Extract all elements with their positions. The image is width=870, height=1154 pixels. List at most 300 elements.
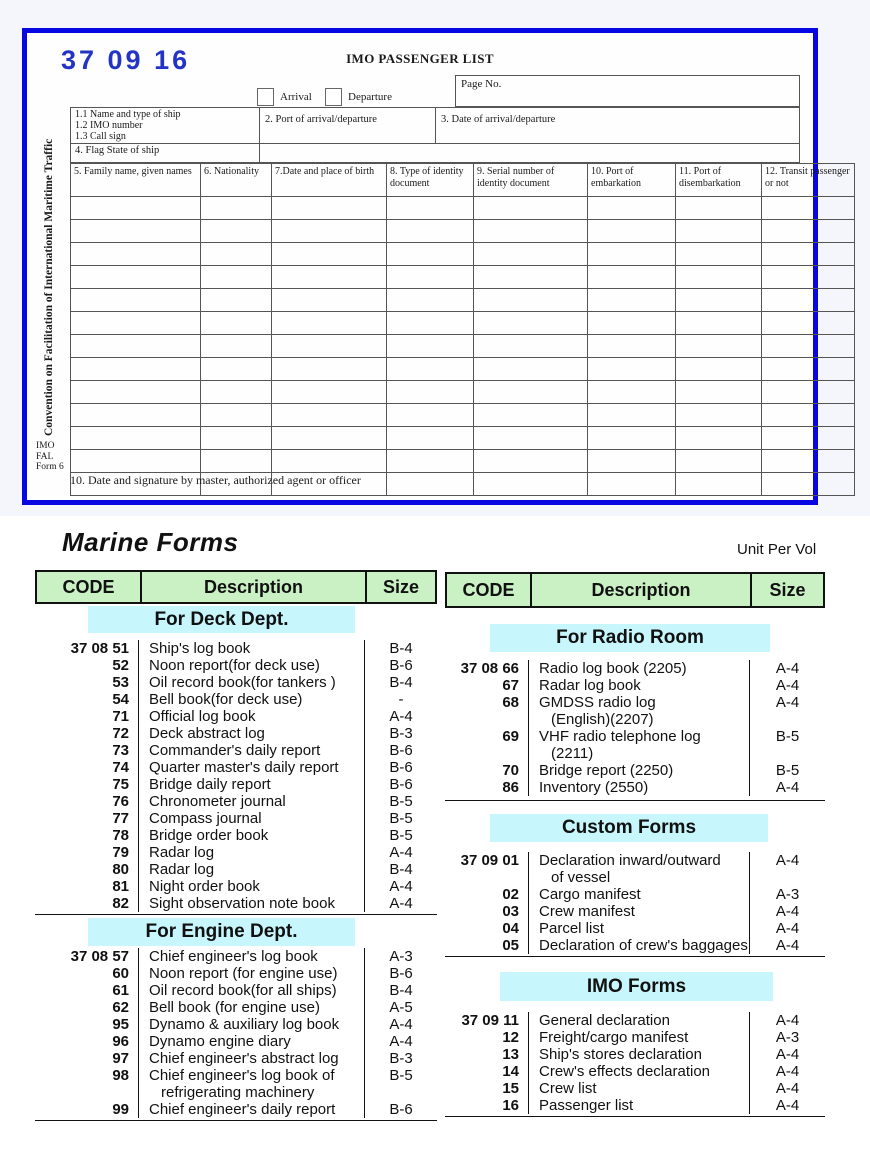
passenger-cell <box>676 335 762 358</box>
field-ship-identity <box>71 108 260 143</box>
page-no-label: Page No. <box>461 78 502 90</box>
passenger-cell <box>71 220 201 243</box>
catalog-row <box>35 1033 437 1050</box>
size-column-header: Size <box>382 576 420 597</box>
row-description: Ship's log book <box>138 640 365 657</box>
passenger-cell <box>272 404 387 427</box>
form-row-ship <box>70 107 800 143</box>
passenger-cell <box>588 220 676 243</box>
row-description: Radar log book <box>528 677 750 694</box>
row-code: 97 <box>112 1050 129 1067</box>
row-code: 70 <box>502 762 519 779</box>
passenger-cell <box>71 427 201 450</box>
passenger-row <box>71 404 855 427</box>
row-size: B-6 <box>389 742 413 759</box>
passenger-cell <box>272 289 387 312</box>
code-column-header: CODE <box>462 579 515 600</box>
passenger-row <box>71 312 855 335</box>
row-description: Chief engineer's daily report <box>138 1101 365 1118</box>
passenger-row <box>71 381 855 404</box>
section-divider <box>35 914 437 915</box>
catalog-row <box>445 728 825 762</box>
size-column-header: Size <box>769 579 806 600</box>
catalog-row <box>445 920 825 937</box>
row-description: Bridge daily report <box>138 776 365 793</box>
row-code: 74 <box>112 759 129 776</box>
row-description: Oil record book(for tankers ) <box>138 674 365 691</box>
passenger-cell <box>201 312 272 335</box>
passenger-cell <box>588 404 676 427</box>
row-description: Oil record book(for all ships) <box>138 982 365 999</box>
passenger-cell <box>588 450 676 473</box>
passenger-column-header: 5. Family name, given names <box>71 164 201 197</box>
row-code: 78 <box>112 827 129 844</box>
field-line: 1.3 Call sign <box>75 131 126 142</box>
passenger-cell <box>474 450 588 473</box>
row-size: B-6 <box>389 759 413 776</box>
arrival-checkbox <box>257 88 274 106</box>
section-header-imo-forms: IMO Forms <box>500 972 773 1001</box>
passenger-cell <box>387 450 474 473</box>
passenger-cell <box>201 289 272 312</box>
row-size: A-4 <box>775 903 800 920</box>
catalog-row <box>35 827 437 844</box>
passenger-cell <box>201 197 272 220</box>
passenger-cell <box>588 473 676 496</box>
engine-dept-rows <box>35 948 437 1118</box>
row-size: B-5 <box>775 728 800 745</box>
catalog-row <box>35 708 437 725</box>
passenger-cell <box>676 312 762 335</box>
passenger-row <box>71 450 855 473</box>
row-description: Dynamo & auxiliary log book <box>138 1016 365 1033</box>
passenger-cell <box>474 358 588 381</box>
passenger-table-body <box>71 197 855 496</box>
passenger-cell <box>474 427 588 450</box>
row-size: B-4 <box>389 674 413 691</box>
catalog-row <box>445 762 825 779</box>
passenger-cell <box>474 473 588 496</box>
passenger-cell <box>387 197 474 220</box>
passenger-cell <box>762 450 855 473</box>
row-size: A-5 <box>389 999 413 1016</box>
passenger-cell <box>387 243 474 266</box>
passenger-cell <box>71 450 201 473</box>
catalog-row <box>445 660 825 677</box>
passenger-cell <box>387 289 474 312</box>
passenger-cell <box>762 335 855 358</box>
row-code: 52 <box>112 657 129 674</box>
section-header-engine-dept: For Engine Dept. <box>88 918 355 946</box>
passenger-row <box>71 220 855 243</box>
row-code: 98 <box>112 1067 129 1084</box>
row-size: A-3 <box>775 1029 800 1046</box>
passenger-cell <box>201 381 272 404</box>
row-code: 60 <box>112 965 129 982</box>
row-size: A-4 <box>389 844 413 861</box>
imo-passenger-form <box>22 28 850 505</box>
passenger-table-head <box>71 164 855 197</box>
passenger-cell <box>387 312 474 335</box>
passenger-column-header: 7.Date and place of birth <box>272 164 387 197</box>
row-description: Chief engineer's log book <box>138 948 365 965</box>
catalog-row <box>35 759 437 776</box>
row-description: Chief engineer's log book of refrigerating machinery <box>138 1067 365 1101</box>
row-size: B-3 <box>389 725 413 742</box>
row-size: B-4 <box>389 640 413 657</box>
passenger-column-header: 9. Serial number of identity document <box>474 164 588 197</box>
passenger-cell <box>474 289 588 312</box>
catalog-row <box>445 779 825 796</box>
passenger-cell <box>676 289 762 312</box>
passenger-cell <box>588 358 676 381</box>
passenger-cell <box>474 243 588 266</box>
row-size: A-3 <box>775 886 800 903</box>
passenger-cell <box>762 358 855 381</box>
description-column-header: Description <box>140 572 367 602</box>
row-size: B-6 <box>389 657 413 674</box>
passenger-cell <box>201 266 272 289</box>
row-code: 69 <box>502 728 519 745</box>
page-no-box <box>455 75 800 107</box>
passenger-cell <box>762 197 855 220</box>
passenger-cell <box>474 197 588 220</box>
catalog-row <box>445 937 825 954</box>
row-description: Bell book (for engine use) <box>138 999 365 1016</box>
passenger-cell <box>272 220 387 243</box>
passenger-cell <box>588 243 676 266</box>
passenger-column-header: 12. Transit passenger or not <box>762 164 855 197</box>
passenger-cell <box>676 266 762 289</box>
section-divider <box>445 800 825 801</box>
row-description: Passenger list <box>528 1097 750 1114</box>
unit-per-vol-note: Unit Per Vol <box>737 541 817 558</box>
passenger-cell <box>201 404 272 427</box>
passenger-row <box>71 266 855 289</box>
row-size: A-4 <box>775 1012 800 1029</box>
form-ref-line: Form 6 <box>36 462 64 472</box>
passenger-cell <box>474 312 588 335</box>
row-size: A-4 <box>775 852 800 869</box>
row-code: 82 <box>112 895 129 912</box>
catalog-row <box>35 640 437 657</box>
catalog-row <box>445 1046 825 1063</box>
imo-forms-rows <box>445 1012 825 1114</box>
catalog-row <box>445 1012 825 1029</box>
catalog-row <box>35 1050 437 1067</box>
catalog-row <box>35 793 437 810</box>
passenger-column-header: 6. Nationality <box>201 164 272 197</box>
row-description: Bell book(for deck use) <box>138 691 365 708</box>
convention-side-text: Convention on Facilitation of International Maritime Traffic <box>43 138 55 436</box>
passenger-cell <box>762 220 855 243</box>
passenger-cell <box>272 381 387 404</box>
passenger-cell <box>387 220 474 243</box>
row-code: 37 09 01 <box>460 852 519 869</box>
passenger-cell <box>676 358 762 381</box>
catalog-row <box>35 742 437 759</box>
row-code: 73 <box>112 742 129 759</box>
row-code: 67 <box>502 677 519 694</box>
row-description: Noon report (for engine use) <box>138 965 365 982</box>
passenger-row <box>71 289 855 312</box>
row-description: Commander's daily report <box>138 742 365 759</box>
passenger-cell <box>387 335 474 358</box>
row-size: B-5 <box>389 793 413 810</box>
row-code: 12 <box>502 1029 519 1046</box>
row-code: 54 <box>112 691 129 708</box>
row-description: General declaration <box>528 1012 750 1029</box>
passenger-row <box>71 427 855 450</box>
catalog-row <box>35 1016 437 1033</box>
passenger-cell <box>676 220 762 243</box>
passenger-cell <box>272 427 387 450</box>
passenger-cell <box>588 266 676 289</box>
passenger-table <box>70 163 855 496</box>
row-code: 72 <box>112 725 129 742</box>
row-size: B-4 <box>389 861 413 878</box>
row-code: 62 <box>112 999 129 1016</box>
catalog-row <box>445 1080 825 1097</box>
section-divider <box>445 956 825 957</box>
passenger-cell <box>588 289 676 312</box>
passenger-cell <box>588 312 676 335</box>
row-description: Bridge report (2250) <box>528 762 750 779</box>
row-description: Ship's stores declaration <box>528 1046 750 1063</box>
row-description: Official log book <box>138 708 365 725</box>
code-column-header: CODE <box>62 576 115 597</box>
passenger-cell <box>588 427 676 450</box>
form-footer-note: 10. Date and signature by master, authorized agent or officer <box>70 473 361 487</box>
passenger-cell <box>71 335 201 358</box>
row-code: 61 <box>112 982 129 999</box>
field-date-arrival-departure: 3. Date of arrival/departure <box>441 114 556 125</box>
row-code: 37 09 11 <box>461 1012 519 1029</box>
catalog-row <box>35 810 437 827</box>
row-size: A-4 <box>389 1033 413 1050</box>
passenger-header-row <box>71 164 855 197</box>
form-reference <box>36 441 64 473</box>
catalog-row <box>35 691 437 708</box>
catalog-row <box>35 948 437 965</box>
row-code: 86 <box>502 779 519 796</box>
catalog-row <box>35 844 437 861</box>
passenger-row <box>71 335 855 358</box>
row-description: Compass journal <box>138 810 365 827</box>
passenger-cell <box>762 381 855 404</box>
passenger-cell <box>588 381 676 404</box>
catalog-row <box>445 1063 825 1080</box>
passenger-cell <box>676 473 762 496</box>
row-description: VHF radio telephone log (2211) <box>528 728 750 762</box>
row-size: A-4 <box>775 694 800 711</box>
row-code: 15 <box>502 1080 519 1097</box>
catalog-row <box>35 982 437 999</box>
passenger-cell <box>676 381 762 404</box>
passenger-cell <box>676 243 762 266</box>
passenger-column-header: 10. Port of embarkation <box>588 164 676 197</box>
row-description: Freight/cargo manifest <box>528 1029 750 1046</box>
row-size: B-3 <box>389 1050 413 1067</box>
section-header-deck-dept: For Deck Dept. <box>88 606 355 633</box>
row-code: 37 08 51 <box>70 640 129 657</box>
row-size: B-6 <box>389 776 413 793</box>
catalog-row <box>445 677 825 694</box>
row-size: A-4 <box>775 1097 800 1114</box>
row-description: Declaration inward/outward of vessel <box>528 852 750 886</box>
row-size: A-4 <box>775 677 800 694</box>
row-code: 37 08 66 <box>460 660 519 677</box>
row-code: 95 <box>112 1016 129 1033</box>
passenger-cell <box>387 473 474 496</box>
passenger-cell <box>272 450 387 473</box>
row-description: Declaration of crew's baggages <box>528 937 750 954</box>
passenger-cell <box>201 427 272 450</box>
arrival-label: Arrival <box>280 91 312 103</box>
passenger-cell <box>474 335 588 358</box>
passenger-cell <box>71 358 201 381</box>
row-size: A-4 <box>389 708 413 725</box>
row-description: Radio log book (2205) <box>528 660 750 677</box>
row-size: A-4 <box>775 1046 800 1063</box>
section-divider <box>35 1120 437 1121</box>
row-code: 53 <box>112 674 129 691</box>
row-description: Cargo manifest <box>528 886 750 903</box>
passenger-cell <box>387 404 474 427</box>
row-description: Radar log <box>138 844 365 861</box>
catalog-row <box>35 776 437 793</box>
custom-forms-rows <box>445 852 825 954</box>
row-code: 77 <box>112 810 129 827</box>
row-code: 71 <box>112 708 129 725</box>
passenger-cell <box>474 404 588 427</box>
row-description: Quarter master's daily report <box>138 759 365 776</box>
row-size: A-4 <box>775 1063 800 1080</box>
catalog-row <box>35 895 437 912</box>
passenger-cell <box>71 289 201 312</box>
catalog-row <box>445 903 825 920</box>
row-code: 03 <box>502 903 519 920</box>
row-size: A-4 <box>389 878 413 895</box>
passenger-cell <box>387 427 474 450</box>
passenger-cell <box>201 220 272 243</box>
row-code: 75 <box>112 776 129 793</box>
passenger-cell <box>474 266 588 289</box>
row-code: 16 <box>502 1097 519 1114</box>
form-row-flag <box>70 143 800 163</box>
passenger-cell <box>676 450 762 473</box>
passenger-cell <box>272 335 387 358</box>
passenger-cell <box>272 312 387 335</box>
section-header-radio-room: For Radio Room <box>490 624 770 652</box>
row-description: Noon report(for deck use) <box>138 657 365 674</box>
row-size: A-4 <box>389 1016 413 1033</box>
row-code: 05 <box>502 937 519 954</box>
form-code: 37 09 16 <box>61 45 191 75</box>
catalog-row <box>35 861 437 878</box>
row-description: Inventory (2550) <box>528 779 750 796</box>
row-description: Sight observation note book <box>138 895 365 912</box>
row-size: A-4 <box>389 895 413 912</box>
row-description: Parcel list <box>528 920 750 937</box>
passenger-cell <box>762 266 855 289</box>
section-header-custom-forms: Custom Forms <box>490 814 768 842</box>
row-description: Dynamo engine diary <box>138 1033 365 1050</box>
row-code: 96 <box>112 1033 129 1050</box>
passenger-cell <box>762 404 855 427</box>
form-ref-line: IMO <box>36 441 55 451</box>
passenger-cell <box>272 266 387 289</box>
passenger-cell <box>762 312 855 335</box>
passenger-cell <box>588 197 676 220</box>
right-table-header <box>445 572 825 608</box>
row-size: B-5 <box>389 1067 413 1084</box>
passenger-cell <box>71 243 201 266</box>
catalog-row <box>445 1097 825 1114</box>
row-size: B-5 <box>389 810 413 827</box>
passenger-cell <box>676 197 762 220</box>
passenger-cell <box>272 243 387 266</box>
passenger-cell <box>201 243 272 266</box>
catalog-row <box>35 657 437 674</box>
row-size: A-4 <box>775 660 800 677</box>
passenger-row <box>71 358 855 381</box>
row-description: Crew manifest <box>528 903 750 920</box>
passenger-row <box>71 243 855 266</box>
row-description: Chronometer journal <box>138 793 365 810</box>
passenger-cell <box>201 358 272 381</box>
catalog-title: Marine Forms <box>62 527 239 557</box>
row-code: 99 <box>112 1101 129 1118</box>
passenger-cell <box>201 450 272 473</box>
row-code: 04 <box>502 920 519 937</box>
row-size: A-4 <box>775 920 800 937</box>
form-title: IMO PASSENGER LIST <box>346 51 494 66</box>
passenger-cell <box>676 427 762 450</box>
passenger-cell <box>588 335 676 358</box>
catalog-row <box>445 694 825 728</box>
row-size: A-4 <box>775 937 800 954</box>
passenger-cell <box>387 266 474 289</box>
field-line: 1.1 Name and type of ship <box>75 109 181 120</box>
row-code: 79 <box>112 844 129 861</box>
row-description: Bridge order book <box>138 827 365 844</box>
row-code: 76 <box>112 793 129 810</box>
form-ref-line: FAL <box>36 451 54 462</box>
catalog-row <box>35 878 437 895</box>
passenger-column-header: 11. Port of disembarkation <box>676 164 762 197</box>
row-description: GMDSS radio log (English)(2207) <box>528 694 750 728</box>
row-description: Deck abstract log <box>138 725 365 742</box>
row-code: 81 <box>112 878 129 895</box>
row-size: - <box>398 691 404 708</box>
catalog-row <box>35 1101 437 1118</box>
passenger-cell <box>272 197 387 220</box>
left-table-header <box>35 570 437 604</box>
row-size: B-6 <box>389 1101 413 1118</box>
row-description: Crew list <box>528 1080 750 1097</box>
passenger-cell <box>71 404 201 427</box>
radio-room-rows <box>445 660 825 796</box>
row-size: B-5 <box>389 827 413 844</box>
row-size: A-4 <box>775 779 800 796</box>
passenger-cell <box>762 243 855 266</box>
row-code: 37 08 57 <box>70 948 129 965</box>
passenger-cell <box>387 358 474 381</box>
passenger-cell <box>762 473 855 496</box>
passenger-cell <box>762 289 855 312</box>
passenger-cell <box>71 312 201 335</box>
